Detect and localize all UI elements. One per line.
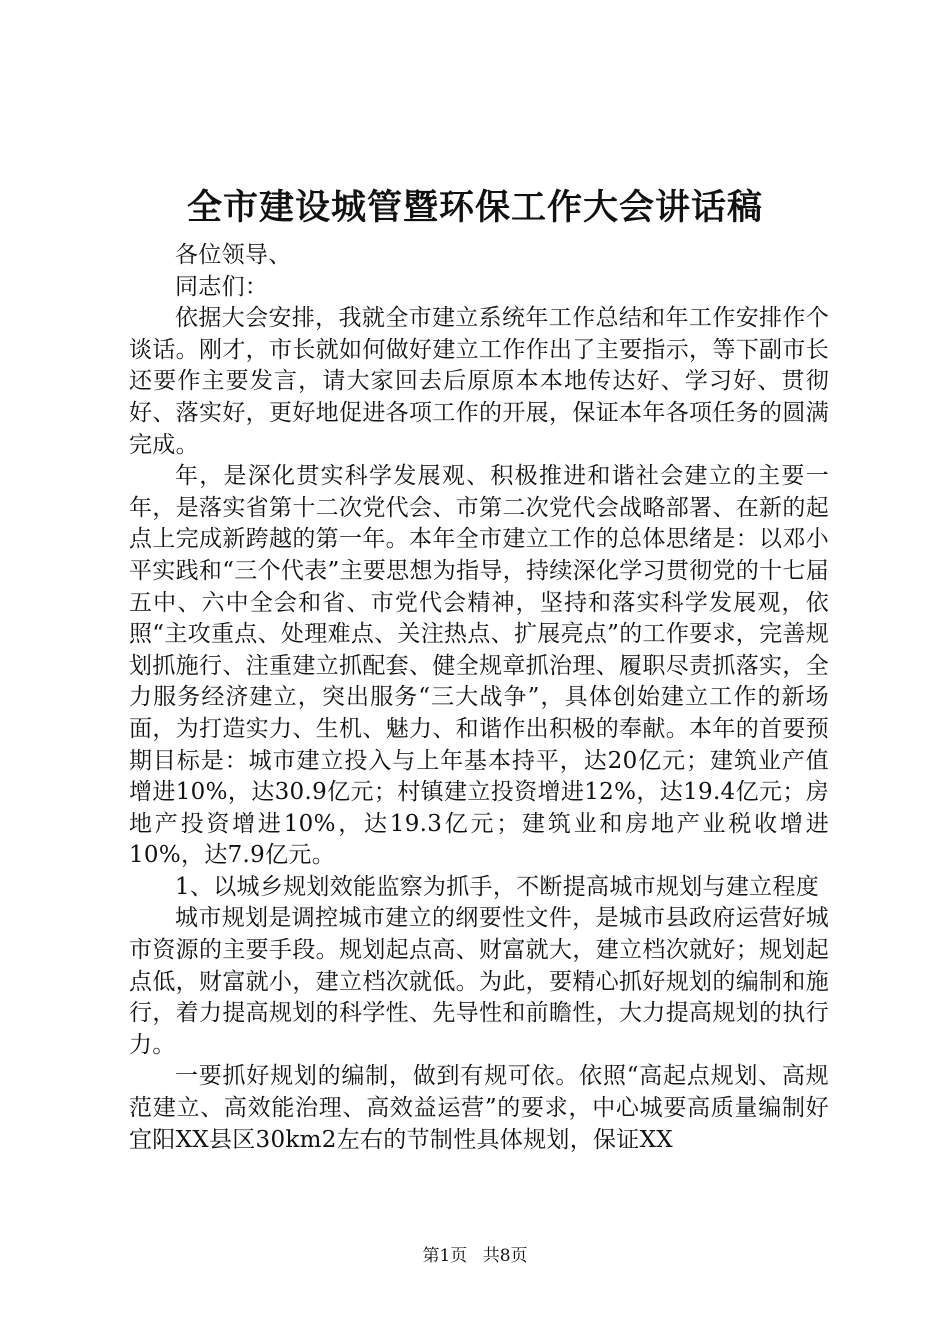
paragraph: 一要抓好规划的编制，做到有规可依。依照“高起点规划、高规范建立、高效能治理、高效益运营”的要求，中心城要高质量编制好宜阳XX县区30km2左右的节制性具体规划，保证XX [129,1063,829,1153]
salutation-leaders: 各位领导、 [175,242,292,268]
section-heading: 1、以城乡规划效能监察为抓手，不断提高城市规划与建立程度 [175,873,820,900]
page-footer [0,1244,950,1268]
document-title: 全市建设城管暨环保工作大会讲话稿 [186,188,763,228]
page-number: 第1页 [422,1246,468,1266]
salutation-comrades: 同志们： [175,273,269,300]
paragraph: 年，是深化贯实科学发展观、积极推进和谐社会建立的主要一年，是落实省第十二次党代会、市第二次党代会战略部署、在新的起点上完成新跨越的第一年。本年全市建立工作的总体思绪是：以邓小平实践和“三个代表”主要思想为指导，持续深化学习贯彻党的十七届五中、六中全会和省、市党代会精神，坚持和落实科学发展观，依照“主攻重点、处理难点、关注热点、扩展亮点”的工作要求，完善规划抓施行、注重建立抓配套、健全规章抓治理、履职尽责抓落实，全力服务经济建立，突出服务“三大战争”，具体创始建立工作的新场面，为打造实力、生机、魅力、和谐作出积极的奉献。本年的首要预期目标是：城市建立投入与上年基本持平，达20亿元；建筑业产值增进10%，达30.9亿元；村镇建立投资增进12%，达19.4亿元；房地产投资增进10%，达19.3亿元；建筑业和房地产业税收增进10%，达7.9亿元。 [129,463,829,869]
document-body [129,240,829,1156]
paragraph: 城市规划是调控城市建立的纲要性文件，是城市县政府运营好城市资源的主要手段。规划起点高、财富就大，建立档次就好；规划起点低，财富就小，建立档次就低。为此，要精心抓好规划的编制和施行，着力提高规划的科学性、先导性和前瞻性，大力提高规划的执行力。 [129,905,829,1058]
paragraph: 依据大会安排，我就全市建立系统年工作总结和年工作安排作个谈话。刚才，市长就如何做好建立工作作出了主要指示，等下副市长还要作主要发言，请大家回去后原原本本地传达好、学习好、贯彻好、落实好，更好地促进各项工作的开展，保证本年各项任务的圆满完成。 [129,305,829,458]
page-total: 共8页 [482,1246,528,1266]
